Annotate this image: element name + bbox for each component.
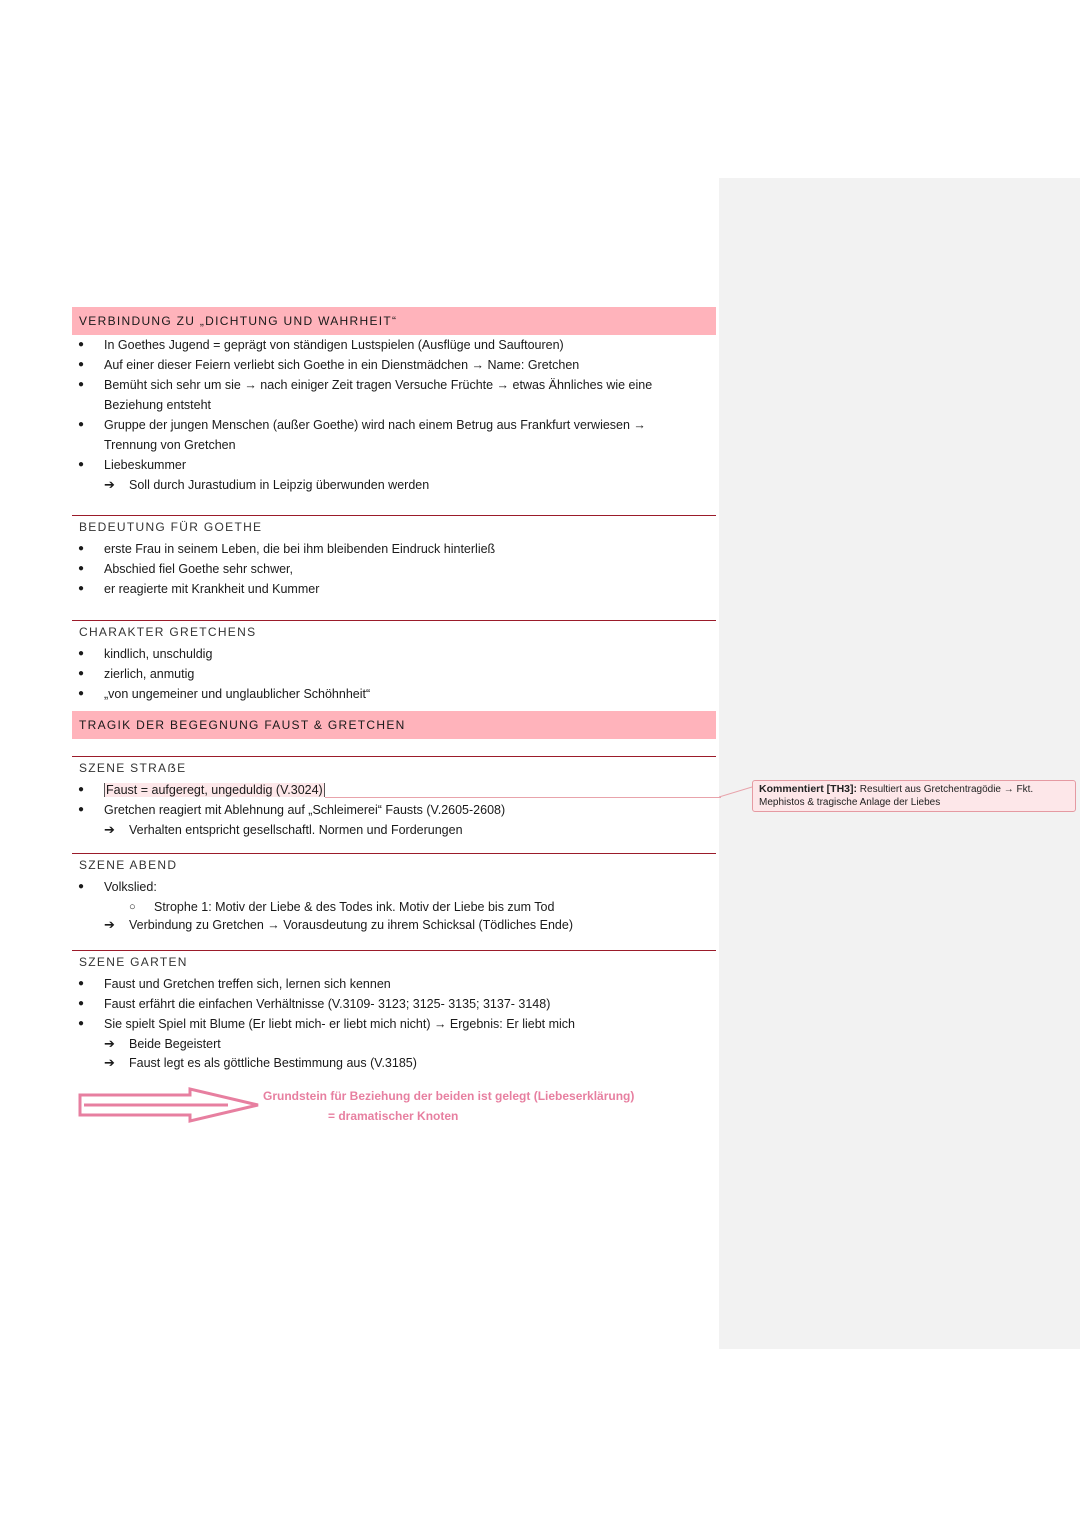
bullet-icon: ● [78,359,85,370]
bullet-icon: ● [78,804,85,815]
arrow-right-icon: ➔ [104,917,115,932]
comment-text-2: Mephistos & tragische Anlage der Liebes [759,797,941,808]
arrow-right-icon: ➔ [104,1036,115,1051]
comment-connector-diagonal [719,786,753,798]
heading-bedeutung: BEDEUTUNG FÜR GOETHE [72,515,716,537]
arrow-right-icon: ➔ [104,1055,115,1070]
commented-text[interactable]: Faust = aufgeregt, ungeduldig (V.3024) [106,783,323,797]
comment-author: Kommentiert [TH3]: [759,783,858,795]
bullet-icon: ● [78,648,85,659]
heading-dichtung: VERBINDUNG ZU „DICHTUNG UND WAHRHEIT“ [72,307,716,335]
heading-abend: SZENE ABEND [72,853,716,875]
arrow-right-icon: ➔ [104,822,115,837]
bullet-icon: ● [78,978,85,989]
bullet-icon: ● [78,688,85,699]
callout-line-2: = dramatischer Knoten [328,1109,459,1123]
comment-pane [719,178,1080,1349]
circle-bullet-icon: ○ [129,901,136,913]
bullet-icon: ● [78,1018,85,1029]
comment-text-1: Resultiert aus Gretchentragödie → Fkt. [859,784,1034,795]
heading-charakter: CHARAKTER GRETCHENS [72,620,716,642]
arrow-right-icon: ➔ [104,477,115,492]
bullet-icon: ● [78,459,85,470]
bullet-icon: ● [78,339,85,350]
bullet-icon: ● [78,881,85,892]
bullet-icon: ● [78,784,85,795]
bullet-icon: ● [78,543,85,554]
comment-connector [325,797,721,798]
heading-strasse: SZENE STRAẞE [72,756,716,778]
bullet-icon: ● [78,419,85,430]
bullet-icon: ● [78,379,85,390]
heading-garten: SZENE GARTEN [72,950,716,972]
bullet-icon: ● [78,563,85,574]
big-arrow-icon [78,1087,262,1125]
callout-line-1: Grundstein für Beziehung der beiden ist gelegt (Liebeserklärung) [263,1089,635,1103]
bullet-icon: ● [78,998,85,1009]
bullet-icon: ● [78,583,85,594]
comment-balloon[interactable] [752,780,1076,812]
heading-tragik: TRAGIK DER BEGEGNUNG FAUST & GRETCHEN [72,711,716,739]
bullet-icon: ● [78,668,85,679]
